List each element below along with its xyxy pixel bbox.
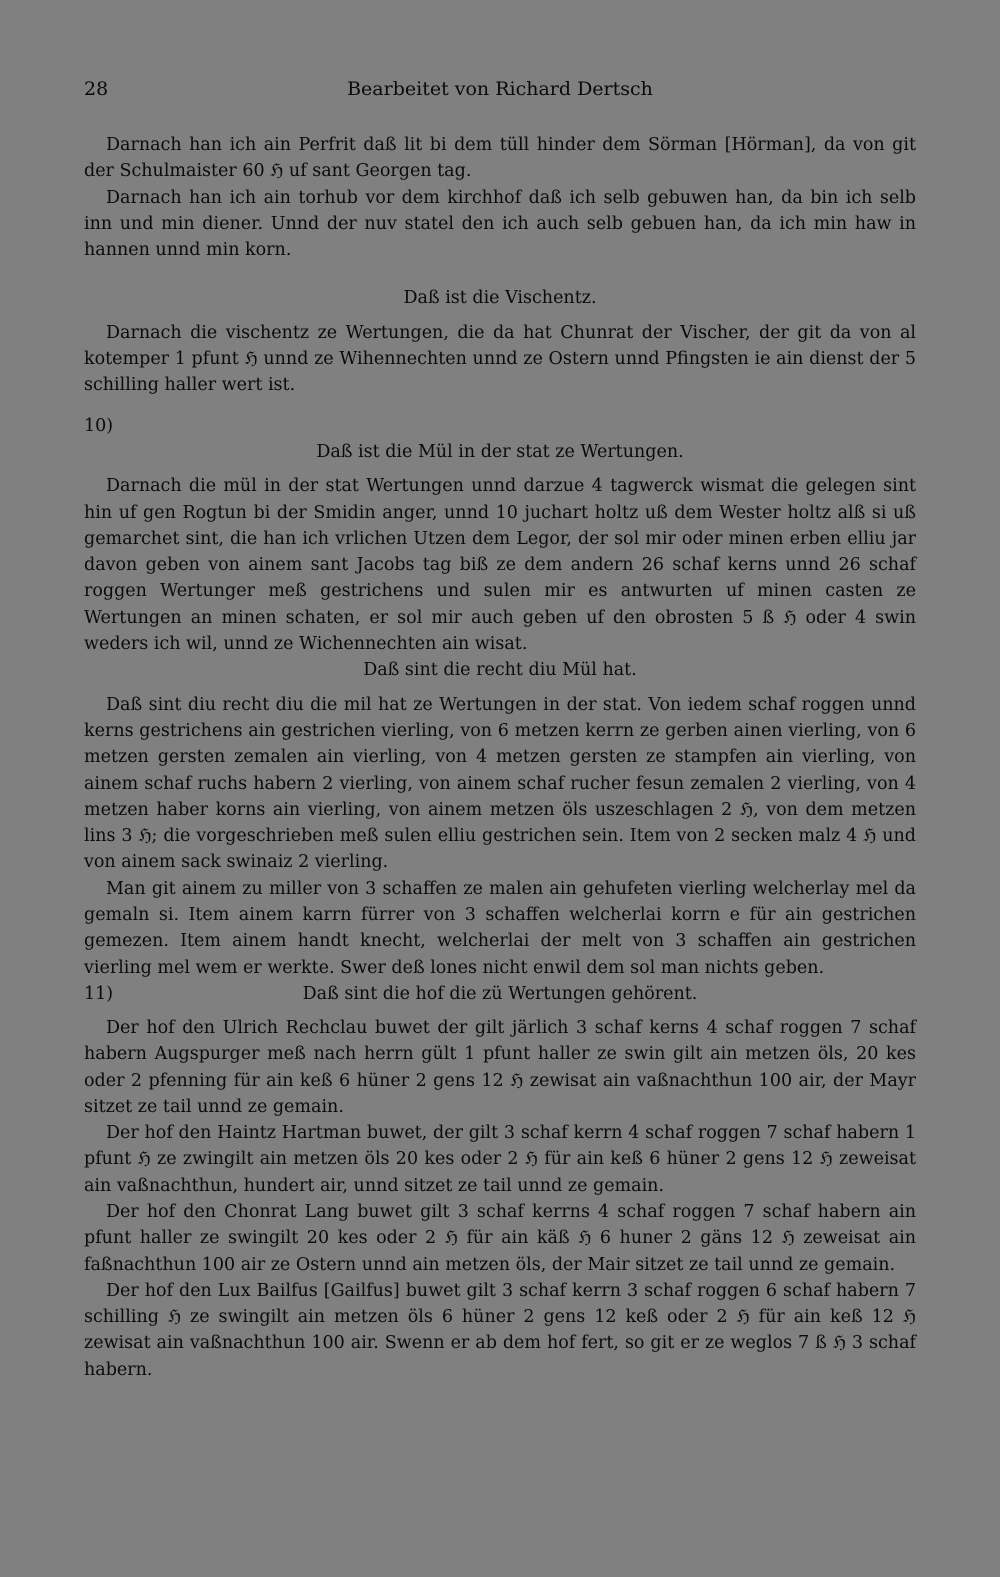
section-heading-recht: Daß sint die recht diu Mül hat.	[363, 660, 637, 681]
section-heading-hof: Daß sint die hof die zü Wertungen gehörent.	[302, 983, 698, 1004]
paragraph: Der hof den Chonrat Lang buwet gilt 3 schaf kerrns 4 schaf roggen 7 schaf habern ain pfunt haller ze swingilt 20 kes oder 2 ℌ für ain käß ℌ 6 huner 2 gäns 12 ℌ zeweisat ain faßnachthun 100 air ze Ostern unnd ain metzen öls, der Mair sitzet ze tail unnd ze gemain.	[84, 1201, 916, 1275]
paragraph: Der hof den Haintz Hartman buwet, der gilt 3 schaf kerrn 4 schaf roggen 7 schaf habern 1 pfunt ℌ ze zwingilt ain metzen öls 20 kes oder 2 ℌ für ain keß 6 hüner 2 gens 12 ℌ zeweisat ain vaßnachthun, hundert air, unnd sitzet ze tail unnd ze gemain.	[84, 1123, 916, 1196]
running-title: Bearbeitet von Richard Dertsch	[347, 78, 653, 100]
paragraph: Daß sint diu recht diu die mil hat ze Wertungen in der stat. Von iedem schaf roggen unnd kerns gestrichens ain gestrichen vierling, von 6 metzen kerrn ze gerben ainen vierling, von 6 metzen gersten zemalen ain vierling, von 4 metzen gersten ze stampfen ain vierling, von ainem schaf ruchs habern 2 vierling, von ainem schaf rucher fesun zemalen 2 vierling, von 4 metzen haber korns ain vierling, von ainem metzen öls uszeschlagen 2 ℌ, von dem metzen lins 3 ℌ; die vorgeschrieben meß sulen elliu gestrichen sein. Item von 2 secken malz 4 ℌ und von ainem sack swinaiz 2 vierling.	[84, 694, 916, 873]
page-header	[84, 72, 916, 112]
section-number-11: 11)	[84, 983, 114, 1004]
section-number-10: 10)	[84, 415, 114, 436]
paragraph: Man git ainem zu miller von 3 schaffen ze malen ain gehufeten vierling welcherlay mel da gemaln si. Item ainem karrn fürrer von 3 schaffen welcherlai korrn e für ain gestrichen gemezen. Item ainem handt knecht, welcherlai der melt von 3 schaffen ain gestrichen vierling mel wem er werkte. Swer deß lones nicht enwil dem sol man nichts geben.	[84, 878, 916, 978]
section-heading-vischentz: Daß ist die Vischentz.	[403, 288, 597, 309]
paragraph: Der hof den Lux Bailfus [Gailfus] buwet gilt 3 schaf kerrn 3 schaf roggen 6 schaf habern 7 schilling ℌ ze swingilt ain metzen öls 6 hüner 2 gens 12 keß oder 2 ℌ für ain keß 12 ℌ zewisat ain vaßnachthun 100 air. Swenn er ab dem hof fert, so git er ze weglos 7 ß ℌ 3 schaf habern.	[84, 1280, 916, 1380]
paragraph: Darnach han ich ain Perfrit daß lit bi dem tüll hinder dem Sörman [Hörman], da von git der Schulmaister 60 ℌ uf sant Georgen tag.	[84, 135, 916, 182]
paragraph: Darnach die mül in der stat Wertungen unnd darzue 4 tagwerck wismat die gelegen sint hin uf gen Rogtun bi der Smidin anger, unnd 10 juchart holtz uß dem Wester holtz alß si uß gemarchet sint, die han ich vrlichen Utzen dem Legor, der sol mir oder minen erben elliu jar davon geben von ainem sant Jacobs tag biß ze dem andern 26 schaf kerns unnd 26 schaf roggen Wertunger meß gestrichens und sulen mir es antwurten uf minen casten ze Wertungen an minen schaten, er sol mir auch geben uf den obrosten 5 ß ℌ oder 4 swin weders ich wil, unnd ze Wichennechten ain wisat.	[84, 476, 916, 655]
paragraph: Darnach han ich ain torhub vor dem kirchhof daß ich selb gebuwen han, da bin ich selb inn und min diener. Unnd der nuv statel den ich auch selb gebuen han, da ich min haw in hannen unnd min korn.	[84, 187, 916, 261]
paragraph: Der hof den Ulrich Rechclau buwet der gilt järlich 3 schaf kerns 4 schaf roggen 7 schaf habern Augspurger meß nach herrn gült 1 pfunt haller ze swin gilt ain metzen öls, 20 kes oder 2 pfenning für ain keß 6 hüner 2 gens 12 ℌ zewisat ain vaßnachthun 100 air, der Mayr sitzet ze tail unnd ze gemain.	[84, 1017, 916, 1117]
page-body	[84, 132, 916, 1383]
page	[84, 72, 916, 1383]
paragraph: Darnach die vischentz ze Wertungen, die da hat Chunrat der Vischer, der git da von al kotemper 1 pfunt ℌ unnd ze Wihennechten unnd ze Ostern unnd Pfingsten ie ain dienst der 5 schilling haller wert ist.	[84, 322, 916, 396]
section-11-heading-row	[84, 981, 916, 1007]
page-number: 28	[84, 78, 109, 100]
section-heading-muel: Daß ist die Mül in der stat ze Wertungen.	[316, 441, 684, 462]
